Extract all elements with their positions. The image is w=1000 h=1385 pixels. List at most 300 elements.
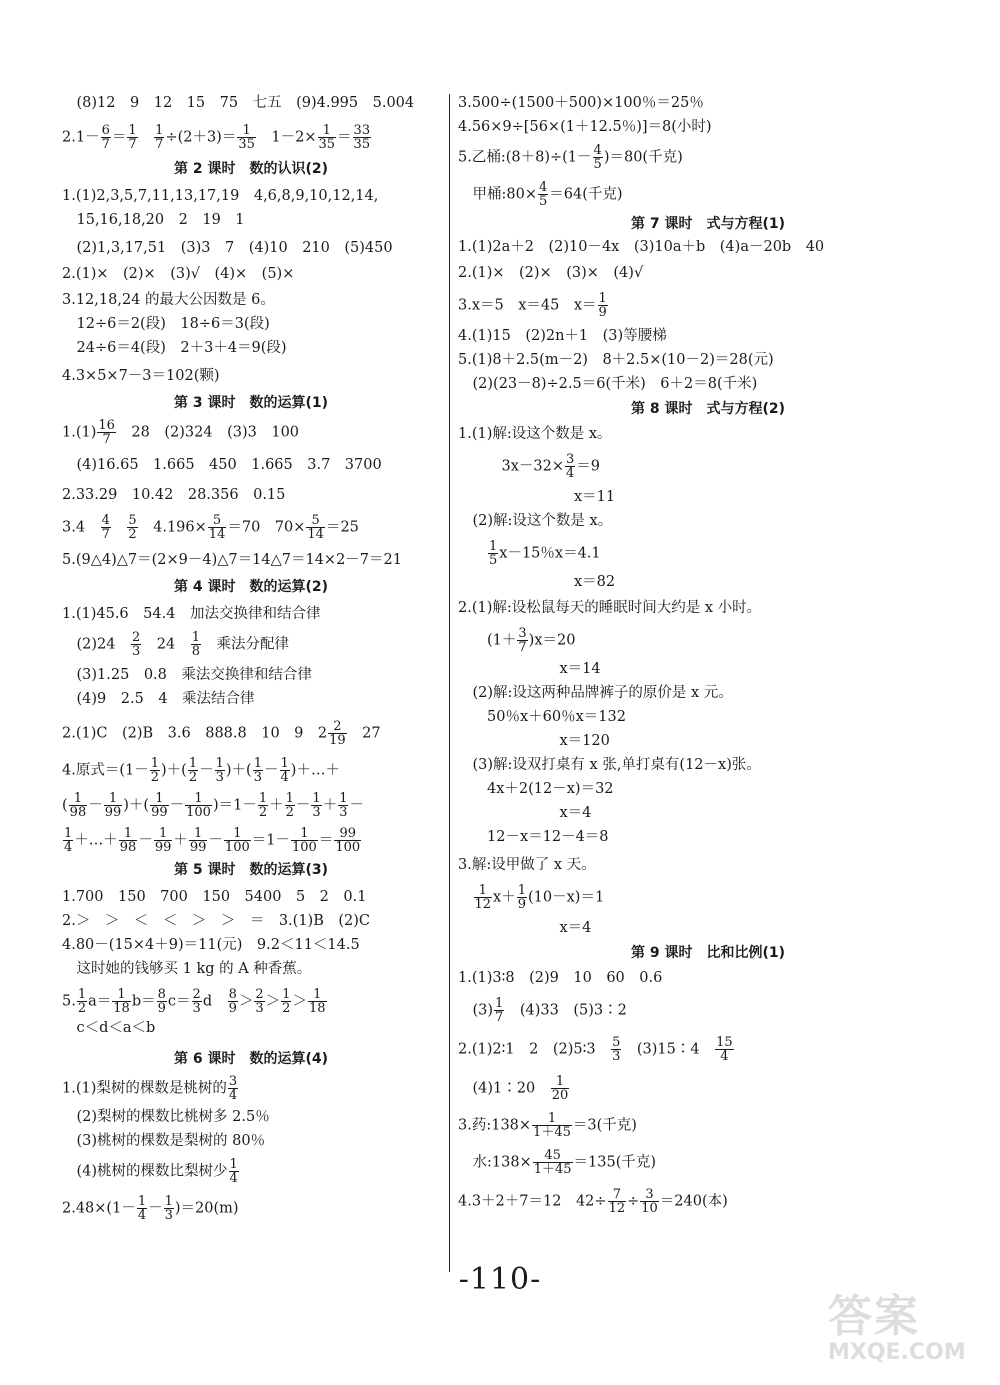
answer-text: ＝9 — [576, 458, 601, 475]
numerator: 1 — [155, 791, 164, 806]
answer-text: (1＋ — [458, 632, 517, 649]
answer-text: (4)9 2.5 4 乘法结合律 — [62, 691, 255, 707]
fraction — [131, 631, 141, 658]
fraction — [228, 1075, 238, 1102]
answer-text: )＋( — [225, 762, 252, 779]
numerator: 1 — [339, 791, 348, 806]
answer-text: 27 — [347, 725, 381, 742]
answer-text: (10－x)＝1 — [528, 889, 605, 906]
fraction — [338, 792, 348, 819]
answer-text: (2)1,3,17,51 (3)3 7 (4)10 210 (5)450 — [62, 240, 393, 256]
answer-text: 甲桶:80× — [458, 186, 537, 203]
fraction — [285, 792, 295, 819]
answer-text: 50％x＋60％x＝132 — [458, 709, 626, 725]
answer-line — [62, 237, 440, 259]
answer-text: ＋ — [269, 797, 284, 814]
answer-line — [458, 597, 958, 619]
numerator: 4 — [101, 513, 110, 528]
answer-text: )＋( — [161, 762, 187, 779]
denominator: 2 — [128, 527, 137, 542]
denominator: 2 — [258, 805, 268, 820]
answer-text: － — [169, 797, 185, 814]
fraction — [237, 124, 256, 151]
answer-text: － — [88, 797, 103, 814]
lesson-heading: 第 9 课时 比和比例(1) — [630, 945, 786, 961]
numerator: 5 — [612, 1035, 621, 1050]
fraction — [150, 757, 160, 784]
answer-text: c＝ — [167, 993, 191, 1010]
numerator: 8 — [228, 987, 237, 1002]
fraction — [280, 757, 290, 784]
fraction — [137, 1195, 147, 1222]
numerator: 1 — [158, 826, 168, 841]
answer-line — [62, 1130, 440, 1152]
denominator: 35 — [318, 137, 336, 152]
fraction — [63, 827, 73, 854]
answer-text: 3.x＝5 x＝45 x＝ — [458, 297, 597, 314]
answer-line — [458, 236, 958, 258]
denominator: 4 — [229, 1171, 238, 1186]
numerator: 5 — [311, 513, 320, 528]
numerator: 45 — [544, 1148, 561, 1163]
fraction — [254, 988, 264, 1015]
lesson-heading: 第 4 课时 数的运算(2) — [173, 579, 329, 595]
answer-text: ＝ — [337, 129, 352, 146]
denominator: 3 — [612, 1049, 621, 1064]
fraction — [532, 1112, 572, 1139]
answer-text: (2)解:设这个数是 x。 — [458, 513, 613, 529]
answer-text: ( — [62, 797, 68, 814]
fraction — [281, 988, 291, 1015]
answer-text: a＝ — [88, 993, 112, 1010]
answer-line — [62, 688, 440, 710]
numerator: 2 — [333, 719, 342, 734]
fraction — [715, 1036, 734, 1063]
numerator: 1 — [253, 756, 262, 771]
fraction — [101, 514, 111, 541]
fraction — [157, 988, 167, 1015]
fraction — [538, 181, 548, 208]
numerator: 1 — [191, 630, 201, 645]
numerator: 1 — [123, 826, 133, 841]
answer-line — [458, 181, 958, 208]
answer-line — [458, 92, 958, 114]
numerator: 1 — [242, 123, 251, 138]
denominator: 100 — [186, 805, 211, 820]
denominator: 7 — [101, 137, 110, 152]
denominator: 14 — [208, 527, 226, 542]
fraction — [191, 631, 201, 658]
denominator: 100 — [291, 840, 317, 855]
answer-line — [458, 826, 958, 848]
numerator: 1 — [117, 987, 126, 1002]
fraction — [229, 1158, 239, 1185]
denominator: 7 — [128, 137, 137, 152]
answer-text: x＝4 — [458, 920, 592, 936]
denominator: 2 — [188, 770, 198, 785]
answer-text: 5.乙桶:(8＋8)÷(1－ — [458, 149, 592, 166]
numerator: 16 — [98, 418, 115, 433]
left-column — [62, 92, 440, 1222]
answer-line — [458, 540, 958, 567]
numerator: 1 — [312, 791, 321, 806]
numerator: 8 — [157, 987, 166, 1002]
fraction — [150, 792, 169, 819]
answer-text: － — [208, 832, 223, 849]
denominator: 18 — [308, 1001, 326, 1016]
answer-line — [458, 917, 958, 939]
denominator: 7 — [155, 137, 164, 152]
denominator: 98 — [69, 805, 87, 820]
answer-text: 24 — [142, 636, 190, 653]
denominator: 4 — [228, 1088, 238, 1103]
answer-line — [458, 453, 958, 480]
answer-text: ＋…＋ — [74, 832, 118, 849]
numerator: 1 — [233, 826, 242, 841]
answer-text: ＝135(千克) — [573, 1154, 657, 1171]
denominator: 3 — [132, 644, 141, 659]
lesson-heading: 第 5 课时 数的运算(3) — [173, 862, 329, 878]
denominator: 99 — [104, 805, 122, 820]
denominator: 1＋45 — [533, 1125, 571, 1140]
fraction — [474, 884, 493, 911]
answer-line — [62, 514, 440, 541]
answer-line — [458, 423, 958, 445]
answer-text: (3)1.25 0.8 乘法交换律和结合律 — [62, 667, 312, 683]
fraction — [119, 827, 138, 854]
answer-text — [139, 130, 154, 146]
answer-text: ＞ — [265, 993, 281, 1010]
answer-text: 3.4 — [62, 519, 100, 536]
answer-text: (3) — [458, 1002, 494, 1019]
answer-text: ＋ — [322, 797, 338, 814]
numerator: 1 — [137, 1194, 147, 1209]
answer-line — [458, 884, 958, 911]
numerator: 5 — [212, 513, 222, 528]
denominator: 18 — [113, 1001, 130, 1016]
answer-text: (3)桃树的棵数是梨树的 80％ — [62, 1133, 266, 1149]
answer-line — [458, 854, 958, 876]
answer-text: 2.(1)2∶1 2 (2)5∶3 — [458, 1041, 611, 1058]
answer-line — [458, 486, 958, 508]
answer-line — [62, 337, 440, 359]
denominator: 4 — [64, 840, 73, 855]
denominator: 12 — [608, 1201, 626, 1216]
answer-line — [62, 124, 440, 151]
answer-line — [62, 1017, 440, 1039]
answer-text: ＝240(本) — [659, 1193, 728, 1210]
fraction — [328, 720, 347, 747]
answer-text: x＝14 — [458, 661, 601, 677]
answer-text: (2)梨树的棵数比桃树多 2.5％ — [62, 1109, 270, 1125]
numerator: 1 — [313, 987, 322, 1002]
fraction — [565, 453, 575, 480]
answer-text: (2)24 — [62, 636, 130, 653]
fraction — [192, 988, 202, 1015]
answer-text: x＝11 — [458, 489, 616, 505]
answer-text: )＝80(千克) — [603, 149, 683, 166]
denominator: 3 — [192, 1001, 201, 1016]
answer-line — [458, 682, 958, 704]
lesson-heading: 第 7 课时 式与方程(1) — [630, 216, 786, 232]
answer-text: 24÷6＝4(段) 2＋3＋4＝9(段) — [62, 340, 287, 356]
answer-text: )＝1－ — [212, 797, 257, 814]
answer-text: 1.(1)解:设这个数是 x。 — [458, 426, 612, 442]
watermark-bottom: MXQE.COM — [828, 1340, 966, 1365]
fraction — [517, 627, 527, 654]
numerator: 1 — [555, 1074, 565, 1089]
numerator: 1 — [300, 826, 309, 841]
numerator: 1 — [517, 883, 527, 898]
answer-text: (4)16.65 1.665 450 1.665 3.7 3700 — [62, 457, 382, 473]
numerator: 1 — [258, 791, 268, 806]
answer-text: (3)15∶4 — [622, 1041, 715, 1058]
answer-text: ＋ — [173, 832, 188, 849]
answer-text: 4.80－(15×4＋9)＝11(元) 9.2＜11＜14.5 — [62, 937, 360, 953]
answer-line — [62, 910, 440, 932]
fraction — [104, 792, 123, 819]
numerator: 1 — [598, 291, 607, 306]
answer-text: )＋…＋ — [290, 762, 340, 779]
answer-line — [62, 988, 440, 1015]
denominator: 19 — [329, 733, 346, 748]
denominator: 3 — [164, 1208, 173, 1223]
fraction — [334, 827, 361, 854]
answer-text: － — [349, 797, 364, 814]
answer-text: 1.(1)2a＋2 (2)10－4x (3)10a＋b (4)a－20b 40 — [458, 239, 825, 255]
denominator: 3 — [339, 805, 348, 820]
answer-text: 这时她的钱够买 1 kg 的 A 种香蕉。 — [62, 961, 312, 977]
denominator: 14 — [307, 527, 324, 542]
answer-line — [62, 209, 440, 231]
answer-line — [62, 886, 440, 908]
column-divider — [449, 94, 450, 1272]
denominator: 2 — [282, 1001, 291, 1016]
answer-text: 3.12,18,24 的最大公因数是 6。 — [62, 292, 275, 308]
denominator: 4 — [280, 770, 289, 785]
denominator: 7 — [97, 432, 116, 446]
numerator: 1 — [188, 756, 198, 771]
answer-text: 2. — [62, 129, 76, 146]
fraction — [611, 1036, 621, 1063]
answer-text: 1.700 150 700 150 5400 5 2 0.1 — [62, 889, 367, 905]
numerator: 5 — [128, 513, 137, 528]
answer-line — [62, 1075, 440, 1102]
answer-line — [458, 349, 958, 371]
numerator: 1 — [164, 1194, 173, 1209]
fraction — [488, 540, 498, 567]
answer-text: ＝1－ — [251, 832, 290, 849]
denominator: 4 — [566, 466, 575, 481]
answer-text: ＞ — [238, 993, 254, 1010]
denominator: 3 — [312, 805, 321, 820]
denominator: 98 — [119, 840, 137, 855]
answer-text: 1－ — [75, 129, 100, 146]
answer-line — [62, 792, 440, 819]
fraction — [253, 757, 263, 784]
answer-line — [458, 116, 958, 138]
answer-line — [62, 664, 440, 686]
denominator: 35 — [353, 137, 371, 152]
numerator: 1 — [155, 123, 164, 138]
denominator: 99 — [154, 840, 172, 855]
answer-line — [458, 754, 958, 776]
answer-line — [458, 144, 958, 171]
answer-line — [62, 934, 440, 956]
fraction — [598, 292, 608, 319]
answer-text: 12÷6＝2(段) 18÷6＝3(段) — [62, 316, 270, 332]
answer-line — [458, 1112, 958, 1139]
fraction — [608, 1188, 627, 1215]
numerator: 15 — [716, 1035, 733, 1050]
answer-line — [62, 419, 440, 446]
answer-line — [62, 454, 440, 476]
fraction — [228, 988, 238, 1015]
numerator: 1 — [64, 826, 73, 841]
numerator: 1 — [229, 1157, 238, 1172]
answer-text: (2)解:设这两种品牌裤子的原价是 x 元。 — [458, 685, 733, 701]
denominator: 35 — [238, 137, 255, 152]
lesson-heading: 第 8 课时 式与方程(2) — [630, 401, 786, 417]
fraction — [593, 144, 603, 171]
answer-text: (4)1∶20 — [458, 1080, 550, 1097]
answer-line — [458, 1036, 958, 1063]
answer-text: ＝ — [318, 832, 334, 849]
answer-text: ＝ — [111, 129, 127, 146]
answer-text: 4.56×9÷[56×(1＋12.5％)]＝8(小时) — [458, 119, 712, 135]
answer-text — [112, 520, 127, 536]
fraction — [127, 124, 137, 151]
fraction — [318, 124, 337, 151]
answer-text: b＝ — [131, 993, 156, 1010]
fraction — [189, 827, 208, 854]
answer-line — [62, 631, 440, 658]
denominator: 9 — [517, 897, 527, 912]
fraction — [306, 514, 325, 541]
numerator: 1 — [478, 883, 487, 898]
numerator: 1 — [282, 987, 291, 1002]
answer-line — [458, 997, 958, 1024]
answer-text: x＝120 — [458, 733, 610, 749]
fraction — [517, 884, 527, 911]
answer-line — [62, 289, 440, 311]
answer-text: x＝4 — [458, 805, 592, 821]
denominator: 99 — [189, 840, 207, 855]
answer-text: (2)(23－8)÷2.5＝6(千米) 6＋2＝8(千米) — [458, 376, 758, 392]
denominator: 4 — [715, 1049, 734, 1063]
answer-text: 2.(1)解:设松鼠每天的睡眠时间大约是 x 小时。 — [458, 600, 762, 616]
numerator: 99 — [339, 826, 356, 841]
numerator: 1 — [495, 996, 504, 1011]
answer-text: 2.(1)× (2)× (3)√ (4)× (5)× — [62, 266, 295, 282]
denominator: 3 — [253, 770, 262, 785]
numerator: 1 — [73, 791, 83, 806]
answer-line — [458, 967, 958, 989]
fraction — [164, 1195, 174, 1222]
answer-line — [458, 373, 958, 395]
answer-line — [458, 292, 958, 319]
fraction — [77, 988, 87, 1015]
fraction — [69, 792, 88, 819]
answer-text: ÷ — [627, 1193, 640, 1210]
answer-text: 4x＋2(12－x)＝32 — [458, 781, 614, 797]
answer-text: 乘法分配律 — [202, 636, 290, 653]
denominator: 5 — [593, 157, 602, 172]
watermark-top: 答案 — [828, 1291, 920, 1342]
answer-text: 3.药:138× — [458, 1117, 532, 1134]
answer-line — [458, 262, 958, 284]
numerator: 1 — [280, 756, 289, 771]
denominator: 2 — [150, 770, 159, 785]
answer-text: 水:138× — [458, 1154, 532, 1171]
numerator: 2 — [255, 987, 264, 1002]
fraction — [551, 1075, 570, 1102]
lesson-heading: 第 6 课时 数的运算(4) — [173, 1051, 329, 1067]
fraction — [97, 419, 116, 446]
denominator: 12 — [474, 897, 492, 912]
answer-text: ＝25 — [325, 519, 359, 536]
answer-text: 2.48×(1－ — [62, 1200, 136, 1217]
answer-line — [458, 1149, 958, 1176]
answer-line — [458, 778, 958, 800]
fraction — [154, 124, 164, 151]
answer-text: － — [295, 797, 311, 814]
answer-line — [62, 757, 440, 784]
answer-line — [62, 1106, 440, 1128]
fraction — [215, 757, 225, 784]
answer-text: ＝3(千克) — [572, 1117, 637, 1134]
answer-line — [458, 706, 958, 728]
answer-text: x＝82 — [458, 574, 616, 590]
answer-line — [62, 1158, 440, 1185]
denominator: 8 — [191, 644, 201, 659]
denominator: 100 — [335, 840, 361, 855]
denominator: 7 — [495, 1010, 504, 1025]
numerator: 1 — [150, 756, 159, 771]
lesson-heading: 第 3 课时 数的运算(1) — [173, 395, 329, 411]
page-number: -110- — [458, 1262, 542, 1297]
answer-text: ＝70 70× — [227, 519, 306, 536]
denominator: 2 — [285, 805, 294, 820]
numerator: 1 — [547, 1111, 557, 1126]
answer-text: 4.3＋2＋7＝12 42÷ — [458, 1193, 607, 1210]
answer-text: 2.33.29 10.42 28.356 0.15 — [62, 487, 286, 503]
answer-text: 1－2× — [256, 129, 317, 146]
answer-line — [62, 603, 440, 625]
denominator: 5 — [489, 553, 498, 568]
answer-line — [62, 549, 440, 571]
numerator: 1 — [215, 756, 224, 771]
answer-text: 4.196× — [138, 519, 207, 536]
denominator: 5 — [539, 194, 548, 209]
numerator: 6 — [101, 123, 110, 138]
answer-line — [62, 365, 440, 387]
denominator: 99 — [151, 805, 168, 820]
numerator: 3 — [566, 452, 575, 467]
answer-text: 2.(1)C (2)B 3.6 888.8 10 9 2 — [62, 725, 328, 742]
answer-text: 28 (2)324 (3)3 100 — [116, 424, 300, 441]
answer-text: 2.＞ ＞ ＜ ＜ ＞ ＞ ＝ 3.(1)B (2)C — [62, 913, 370, 929]
answer-line — [62, 313, 440, 335]
fraction — [353, 124, 372, 151]
numerator: 4 — [539, 180, 548, 195]
answer-text: 5. — [62, 993, 76, 1010]
answer-text: )＋( — [123, 797, 150, 814]
answer-line — [62, 185, 440, 207]
denominator: 2 — [77, 1001, 87, 1016]
fraction — [640, 1188, 659, 1215]
fraction — [188, 757, 198, 784]
